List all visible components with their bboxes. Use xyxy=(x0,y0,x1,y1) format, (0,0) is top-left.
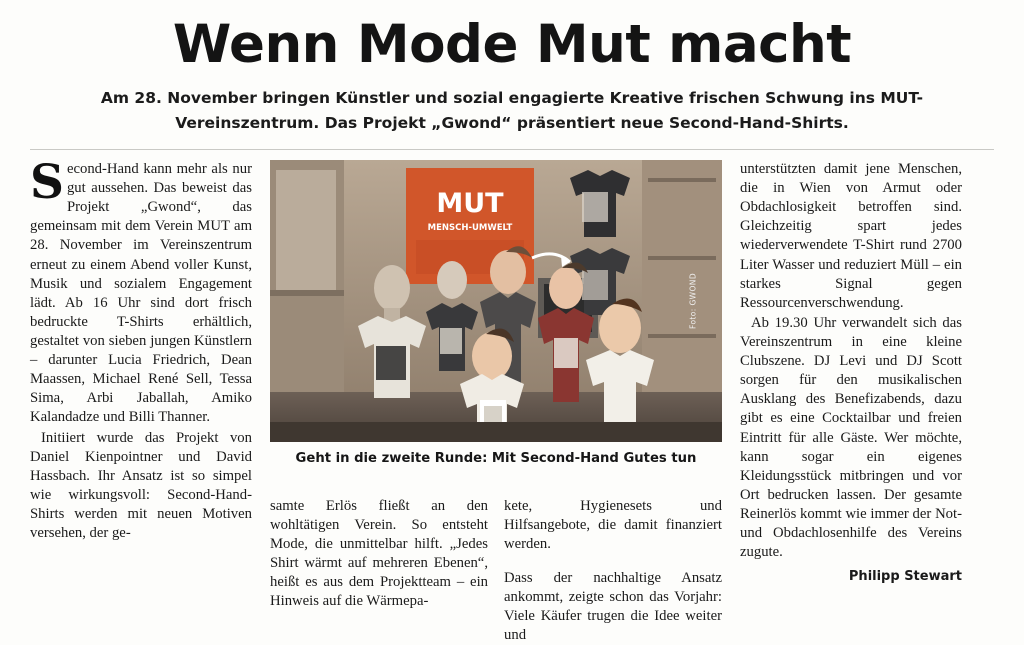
page-title: Wenn Mode Mut macht xyxy=(172,14,852,75)
paragraph: Initiiert wurde das Projekt von Daniel Kienpointner und David Hassbach. Ihr Ansatz ist so simpel wie wirkungsvoll: Second-Hand-Shirts werden mit neuen Motiven versehen, der ge- xyxy=(30,429,252,542)
svg-text:MUT: MUT xyxy=(436,188,504,220)
text-column-4 xyxy=(740,160,962,586)
article-photo xyxy=(270,160,722,442)
center-text-columns xyxy=(270,482,722,660)
svg-text:MENSCH-UMWELT: MENSCH-UMWELT xyxy=(427,223,513,234)
subheadline: Am 28. November bringen Künstler und sozial engagierte Kreative frischen Schwung ins MUT-Vereinszentrum. Das Projekt „Gwond“ präsentiert neue Second-Hand-Shirts. xyxy=(100,89,924,132)
article-body xyxy=(30,155,994,660)
byline: Philipp Stewart xyxy=(848,569,962,585)
text-column-3 xyxy=(504,482,722,660)
paragraph: unterstützten damit jene Menschen, die in Wien von Armut oder Obdachlosigkeit betroffen sind. Gleichzeitig spart jedes wiederverwendete T-Shirt rund 2700 Liter Wasser und reduziert Müll – ein starkes Signal gegen Ressourcenverschwendung. xyxy=(740,161,962,311)
text-column-1 xyxy=(30,155,252,543)
photo-block xyxy=(270,160,722,476)
paragraph: Second-Hand kann mehr als nur gut aussehen. Das beweist das Projekt „Gwond“, das gemeinsam mit dem Verein MUT am 28. November im Vereinszentrum erneut zu einem Abend voller Kunst, Musik und sozialem Engagement lädt. Ab 16 Uhr sind dort frisch bedruckte T-Shirts erhältlich, gestaltet von sieben jungen Künstlern – darunter Lucia Friedrich, Dean Maassen, Michael René Sell, Tessa Sima, Arbi Jaballah, Amiko Kalandadze und Billi Thanner. xyxy=(30,155,252,426)
paragraph: samte Erlös fließt an den wohltätigen Verein. So entsteht Mode, die unmittelbar hilft. „Jedes Shirt wärmt auf mehreren Ebenen“, heißt es aus dem Projektteam – ein Hinweis auf die Wärmepa- xyxy=(270,497,488,610)
divider xyxy=(30,149,994,150)
paragraph: kete, Hygienesets und Hilfsangebote, die damit finanziert werden. xyxy=(504,497,722,552)
text-column-2 xyxy=(270,482,488,660)
paragraph: Ab 19.30 Uhr verwandelt sich das Vereinszentrum in eine kleine Clubszene. DJ Levi und DJ Scott sorgen für den musikalischen Ausklang des Benefizabends, dazu gibt es eine Cocktailbar und freien Eintritt für alle Gäste. Wer möchte, kann sogar ein eigenes Kleidungsstück mitbringen und vor Ort bedrucken lassen. Der gesamte Reinerlös kommt wie immer der Not- und Obdachlosenhilfe des Vereins zugute. xyxy=(740,314,962,561)
center-block xyxy=(270,160,722,660)
photo-caption: Geht in die zweite Runde: Mit Second-Hand Gutes tun xyxy=(295,451,697,467)
photo-credit: Foto: GWOND xyxy=(688,273,698,330)
paragraph: Dass der nachhaltige Ansatz ankommt, zeigte schon das Vorjahr: Viele Käufer trugen die Idee weiter und xyxy=(504,569,722,644)
photo-illustration xyxy=(270,160,722,442)
